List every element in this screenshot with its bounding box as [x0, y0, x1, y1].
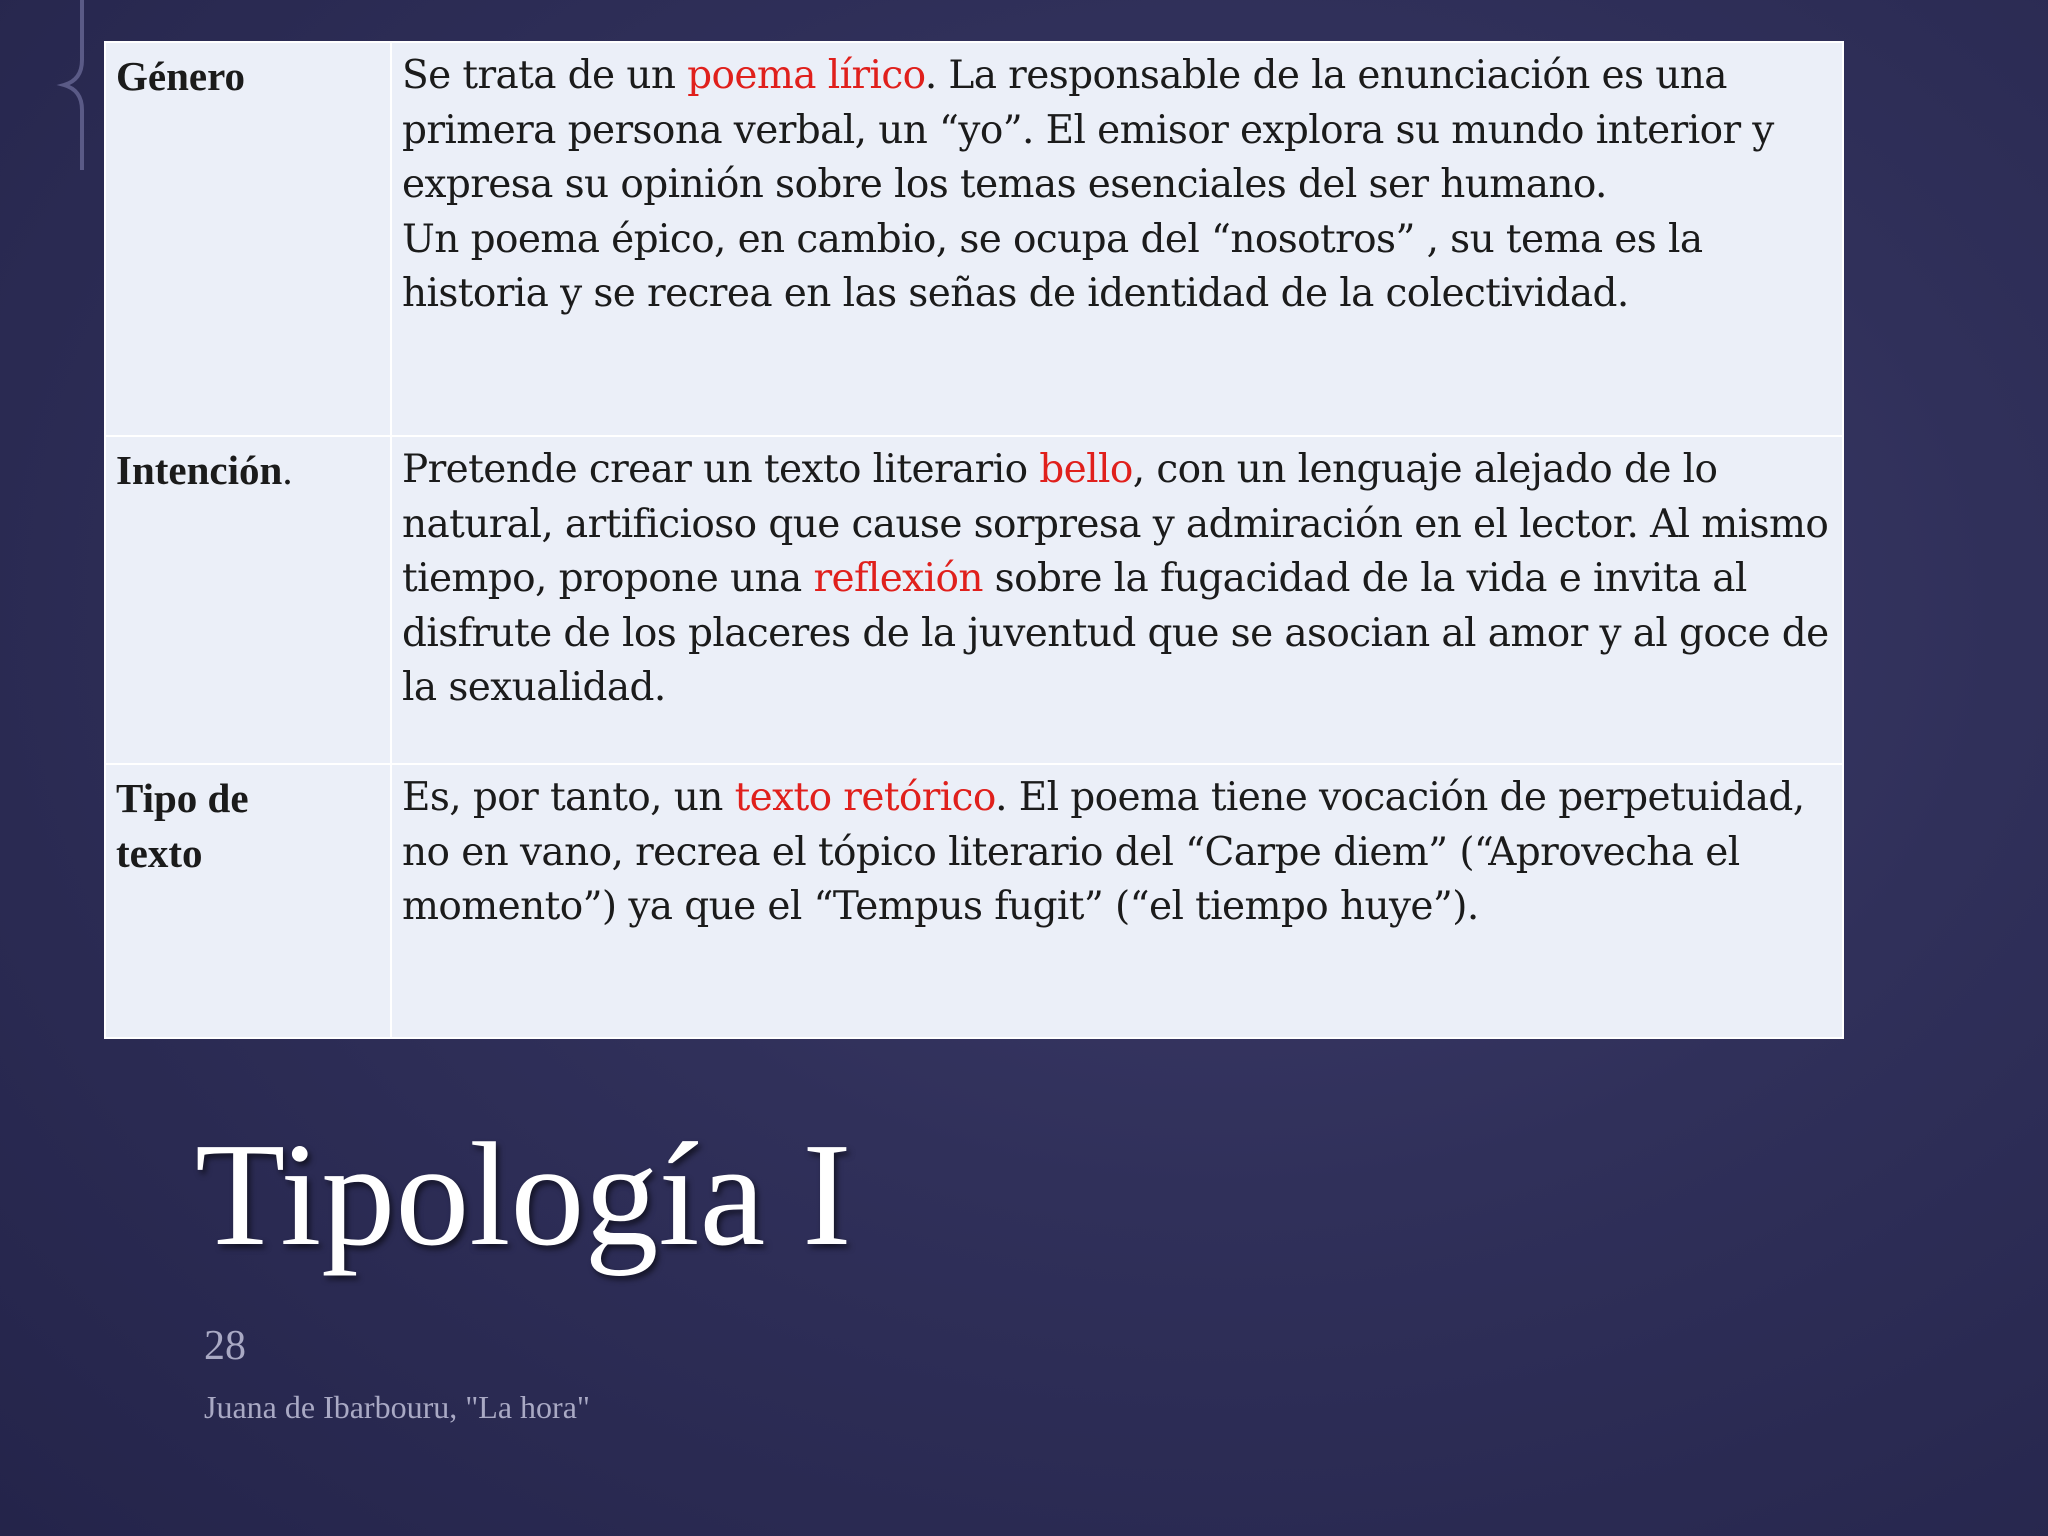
- row-text-genero: [391, 42, 1843, 436]
- text-segment: sobre la fugacidad de la vida e invita al disfrute de los placeres de la juventud que se asocian al amor y al goce de la sexualidad.: [402, 556, 1829, 710]
- highlighted-term: poema lírico: [687, 53, 925, 98]
- row-label-tipo-de-texto: [105, 764, 391, 1038]
- text-segment: Pretende crear un texto literario: [402, 447, 1040, 492]
- highlighted-term: reflexión: [813, 556, 983, 601]
- text-segment: . La responsable de la enunciación es una primera persona verbal, un “yo”. El emisor explora su mundo interior y expresa su opinión sobre los temas esenciales del ser humano.: [402, 53, 1774, 207]
- content-table: [104, 41, 1844, 1039]
- row-label-text: Intención: [116, 447, 283, 493]
- slide-title: Tipología I: [195, 1113, 852, 1277]
- row-label-suffix: .: [282, 447, 293, 493]
- text-segment: . El poema tiene vocación de perpetuidad, no en vano, recrea el tópico literario del “Carpe diem” (“Aprovecha el momento”) ya que el “Tempus fugit” (“el tiempo huye”).: [402, 775, 1805, 929]
- corner-bracket-decoration: [52, 0, 96, 170]
- table-row: [105, 42, 1843, 436]
- table-row: [105, 436, 1843, 764]
- highlighted-term: bello: [1039, 447, 1133, 492]
- text-segment: Un poema épico, en cambio, se ocupa del “nosotros” , su tema es la historia y se recrea en las señas de identidad de la colectividad.: [402, 216, 1703, 316]
- row-label-text: texto: [116, 830, 203, 876]
- row-label-genero: [105, 42, 391, 436]
- row-text-intencion: [391, 436, 1843, 764]
- row-text-tipo-de-texto: [391, 764, 1843, 1038]
- text-segment: Se trata de un: [402, 53, 688, 98]
- slide-number: 28: [204, 1323, 246, 1369]
- table-row: [105, 764, 1843, 1038]
- row-label-intencion: [105, 436, 391, 764]
- slide-footer: Juana de Ibarbouru, "La hora": [204, 1389, 590, 1425]
- row-label-text: Género: [116, 53, 246, 99]
- highlighted-term: texto retórico: [734, 775, 996, 820]
- text-segment: Es, por tanto, un: [402, 775, 735, 820]
- row-label-text: Tipo de: [116, 775, 249, 821]
- text-segment: , con un lenguaje alejado de lo natural, artificioso que cause sorpresa y admiración en el lector. Al mismo tiempo, propone una: [402, 447, 1829, 601]
